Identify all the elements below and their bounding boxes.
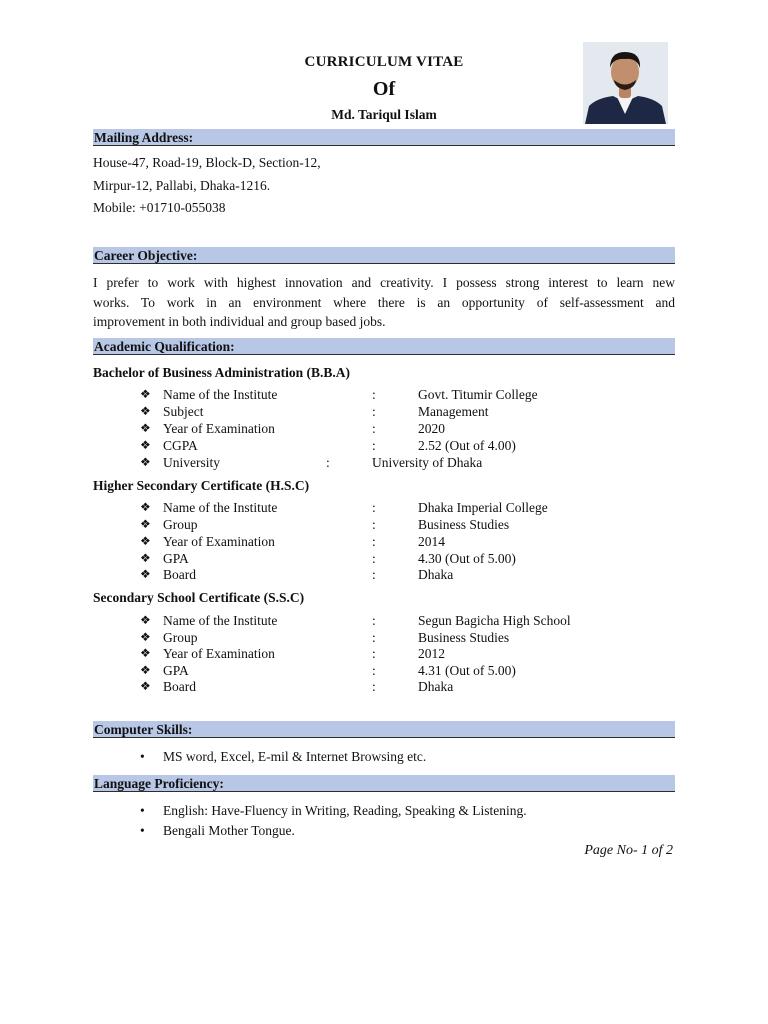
bullet-icon: • — [140, 823, 145, 838]
diamond-bullet-icon: ❖ — [140, 646, 151, 660]
diamond-bullet-icon: ❖ — [140, 534, 151, 548]
diamond-bullet-icon: ❖ — [140, 551, 151, 565]
section-academic-qualification: Academic Qualification: — [93, 338, 675, 355]
bba-row-year — [140, 421, 680, 438]
row-colon: : — [326, 455, 330, 470]
bba-row-institute — [140, 387, 680, 404]
row-label: CGPA — [163, 438, 198, 453]
row-label: Group — [163, 630, 198, 645]
row-label: Name of the Institute — [163, 613, 278, 628]
row-value: Business Studies — [418, 630, 510, 645]
row-colon: : — [372, 551, 376, 566]
row-value: 2.52 (Out of 4.00) — [418, 438, 516, 453]
row-value: Dhaka — [418, 679, 454, 694]
section-career-objective: Career Objective: — [93, 247, 675, 264]
bullet-icon: • — [140, 749, 145, 764]
profile-photo — [583, 42, 668, 124]
objective-line-1: I prefer to work with highest innovation and creativity. I possess strong interest to learn new — [93, 275, 675, 290]
row-label: Board — [163, 679, 196, 694]
bba-row-university — [140, 455, 680, 472]
row-colon: : — [372, 567, 376, 582]
objective-line-3: improvement in both individual and group based jobs. — [93, 314, 386, 329]
row-colon: : — [372, 517, 376, 532]
row-label: Year of Examination — [163, 421, 275, 436]
row-colon: : — [372, 630, 376, 645]
ssc-row-institute — [140, 613, 680, 630]
objective-line-2: works. To work in an environment where there is an opportunity of self-assessment and — [93, 294, 675, 310]
row-colon: : — [372, 404, 376, 419]
row-label: Board — [163, 567, 196, 582]
cv-name: Md. Tariqul Islam — [331, 107, 437, 122]
hsc-heading: Higher Secondary Certificate (H.S.C) — [93, 478, 310, 493]
row-value: University of Dhaka — [372, 455, 483, 470]
cv-of: Of — [372, 78, 396, 100]
row-value: 4.30 (Out of 5.00) — [418, 551, 516, 566]
ssc-row-gpa — [140, 663, 680, 680]
row-label: GPA — [163, 663, 189, 678]
ssc-row-group — [140, 630, 680, 647]
diamond-bullet-icon: ❖ — [140, 500, 151, 514]
row-value: 2014 — [418, 534, 445, 549]
hsc-row-group — [140, 517, 680, 534]
ssc-heading: Secondary School Certificate (S.S.C) — [93, 590, 305, 605]
row-label: Name of the Institute — [163, 387, 278, 402]
row-value: Management — [418, 404, 489, 419]
row-colon: : — [372, 500, 376, 515]
bullet-icon: • — [140, 803, 145, 818]
address-line-2: Mirpur-12, Pallabi, Dhaka-1216. — [93, 178, 271, 193]
diamond-bullet-icon: ❖ — [140, 438, 151, 452]
row-colon: : — [372, 387, 376, 402]
row-colon: : — [372, 534, 376, 549]
person-photo-icon — [583, 42, 668, 124]
hsc-row-year — [140, 534, 680, 551]
row-value: Business Studies — [418, 517, 510, 532]
diamond-bullet-icon: ❖ — [140, 404, 151, 418]
row-value: Segun Bagicha High School — [418, 613, 571, 628]
row-label: University — [163, 455, 220, 470]
diamond-bullet-icon: ❖ — [140, 630, 151, 644]
language-text: English: Have-Fluency in Writing, Reading, Speaking & Listening. — [163, 803, 527, 818]
hsc-row-gpa — [140, 551, 680, 568]
diamond-bullet-icon: ❖ — [140, 421, 151, 435]
objective-paragraph — [93, 273, 675, 332]
row-label: Subject — [163, 404, 204, 419]
computer-skill-text: MS word, Excel, E-mil & Internet Browsing etc. — [163, 749, 427, 764]
row-colon: : — [372, 613, 376, 628]
bba-row-subject — [140, 404, 680, 421]
row-colon: : — [372, 663, 376, 678]
diamond-bullet-icon: ❖ — [140, 517, 151, 531]
row-label: Year of Examination — [163, 534, 275, 549]
diamond-bullet-icon: ❖ — [140, 679, 151, 693]
row-value: Dhaka — [418, 567, 454, 582]
mobile-line: Mobile: +01710-055038 — [93, 200, 226, 215]
ssc-row-board — [140, 679, 680, 696]
row-value: Dhaka Imperial College — [418, 500, 548, 515]
diamond-bullet-icon: ❖ — [140, 455, 151, 469]
diamond-bullet-icon: ❖ — [140, 613, 151, 627]
bba-heading: Bachelor of Business Administration (B.B.A) — [93, 365, 351, 380]
page-number: Page No- 1 of 2 — [584, 843, 673, 858]
row-value: 2020 — [418, 421, 445, 436]
row-colon: : — [372, 421, 376, 436]
row-label: Name of the Institute — [163, 500, 278, 515]
section-language-proficiency: Language Proficiency: — [93, 775, 675, 792]
section-computer-skills: Computer Skills: — [93, 721, 675, 738]
row-colon: : — [372, 646, 376, 661]
diamond-bullet-icon: ❖ — [140, 567, 151, 581]
diamond-bullet-icon: ❖ — [140, 663, 151, 677]
language-text: Bengali Mother Tongue. — [163, 823, 295, 838]
hsc-row-institute — [140, 500, 680, 517]
section-mailing-address: Mailing Address: — [93, 129, 675, 146]
row-colon: : — [372, 679, 376, 694]
bba-row-cgpa — [140, 438, 680, 455]
hsc-row-board — [140, 567, 680, 584]
row-label: Year of Examination — [163, 646, 275, 661]
row-value: 2012 — [418, 646, 445, 661]
row-label: GPA — [163, 551, 189, 566]
row-value: 4.31 (Out of 5.00) — [418, 663, 516, 678]
row-label: Group — [163, 517, 198, 532]
address-line-1: House-47, Road-19, Block-D, Section-12, — [93, 155, 321, 170]
cv-title: CURRICULUM VITAE — [304, 54, 464, 70]
diamond-bullet-icon: ❖ — [140, 387, 151, 401]
ssc-row-year — [140, 646, 680, 663]
row-value: Govt. Titumir College — [418, 387, 538, 402]
row-colon: : — [372, 438, 376, 453]
